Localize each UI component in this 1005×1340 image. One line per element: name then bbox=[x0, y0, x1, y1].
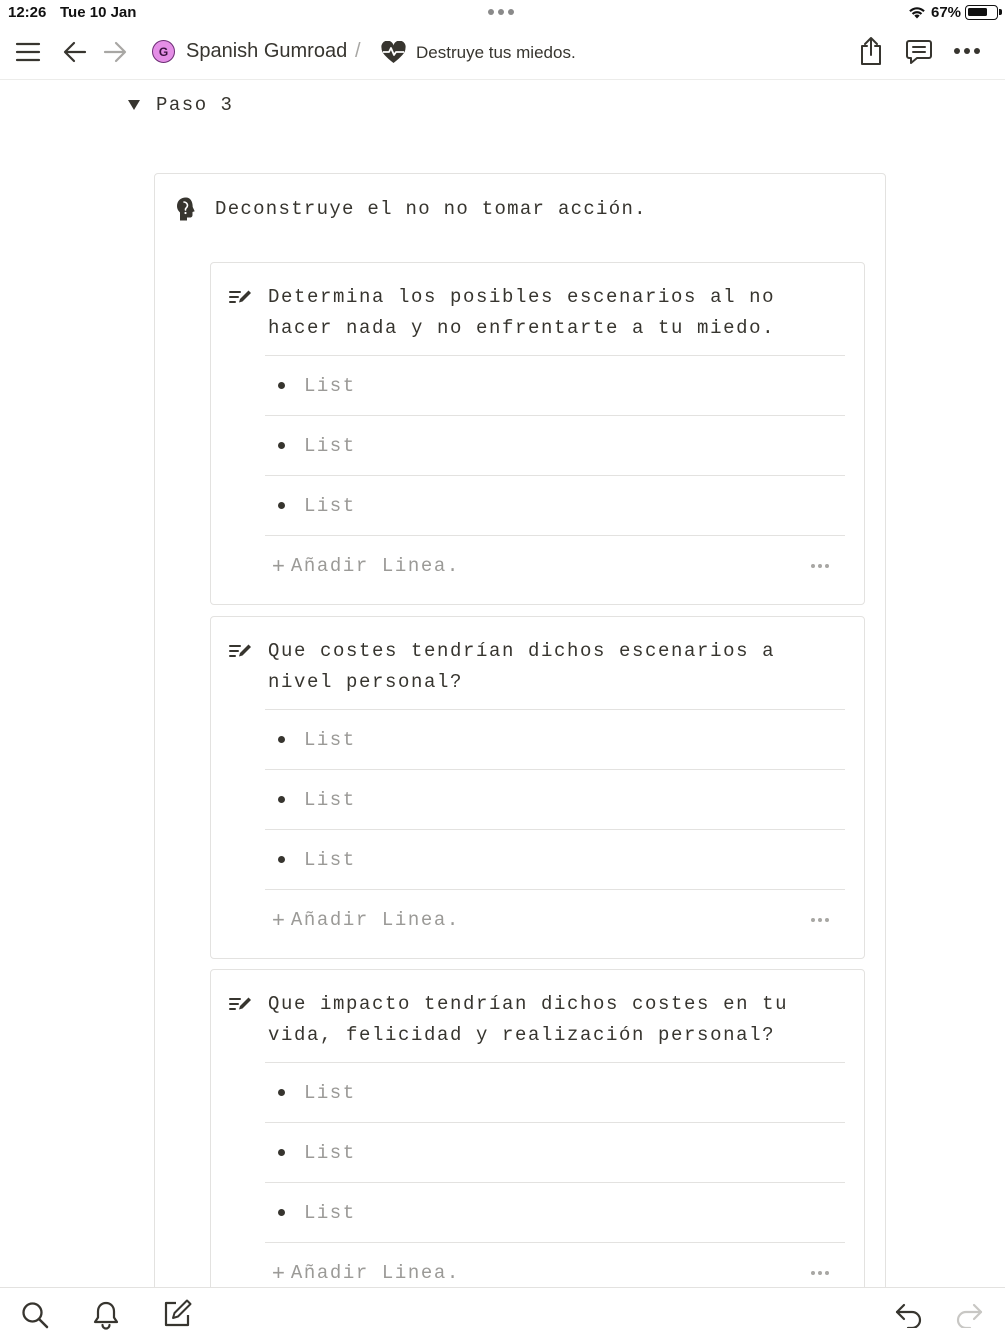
heart-pulse-icon bbox=[380, 41, 407, 65]
plus-icon: + bbox=[272, 906, 285, 932]
question-card bbox=[210, 616, 865, 959]
add-line-button[interactable] bbox=[265, 535, 845, 595]
notifications-bell-icon[interactable] bbox=[91, 1299, 121, 1331]
list-item-text: List bbox=[304, 1081, 356, 1104]
question-text bbox=[268, 989, 828, 1051]
list-item[interactable] bbox=[265, 829, 845, 889]
more-options-icon[interactable] bbox=[952, 44, 982, 58]
edit-notes-icon bbox=[229, 289, 253, 305]
toggle-triangle-icon[interactable] bbox=[128, 100, 140, 110]
bullet-icon bbox=[278, 856, 285, 863]
back-arrow-icon[interactable] bbox=[62, 40, 88, 64]
plus-icon: + bbox=[272, 552, 285, 578]
comments-icon[interactable] bbox=[904, 38, 934, 66]
wifi-icon bbox=[907, 4, 927, 20]
status-bar bbox=[0, 0, 1005, 26]
list-item[interactable] bbox=[265, 769, 845, 829]
question-line: nivel personal? bbox=[268, 671, 464, 693]
battery-percent: 67% bbox=[931, 4, 962, 21]
question-text bbox=[268, 636, 828, 698]
list-item-text: List bbox=[304, 434, 356, 457]
share-icon[interactable] bbox=[858, 36, 884, 66]
bullet-icon bbox=[278, 1209, 285, 1216]
top-navigation-bar bbox=[0, 26, 1005, 80]
new-page-compose-icon[interactable] bbox=[162, 1299, 192, 1329]
bullet-icon bbox=[278, 502, 285, 509]
bullet-icon bbox=[278, 1149, 285, 1156]
question-line: hacer nada y no enfrentarte a tu miedo. bbox=[268, 317, 776, 339]
redo-icon[interactable] bbox=[954, 1301, 984, 1329]
toggle-label: Paso 3 bbox=[156, 94, 234, 116]
breadcrumb-page[interactable]: Destruye tus miedos. bbox=[416, 43, 576, 62]
add-line-label: Añadir Linea. bbox=[290, 1261, 460, 1284]
row-more-icon[interactable] bbox=[811, 1271, 829, 1275]
list-item-text: List bbox=[304, 788, 356, 811]
breadcrumb-separator: / bbox=[355, 40, 361, 62]
battery-icon bbox=[965, 5, 998, 20]
list-item[interactable] bbox=[265, 709, 845, 769]
list-item[interactable] bbox=[265, 415, 845, 475]
bottom-toolbar bbox=[0, 1287, 1005, 1340]
head-profile-icon bbox=[175, 196, 197, 222]
forward-arrow-icon[interactable] bbox=[102, 40, 128, 64]
add-line-label: Añadir Linea. bbox=[290, 908, 460, 931]
status-date: Tue 10 Jan bbox=[60, 4, 137, 21]
bullet-icon bbox=[278, 796, 285, 803]
list-item-text: List bbox=[304, 1201, 356, 1224]
plus-icon: + bbox=[272, 1259, 285, 1285]
bullet-icon bbox=[278, 382, 285, 389]
question-card bbox=[210, 969, 865, 1329]
search-icon[interactable] bbox=[20, 1300, 50, 1330]
row-more-icon[interactable] bbox=[811, 918, 829, 922]
row-more-icon[interactable] bbox=[811, 564, 829, 568]
list-item[interactable] bbox=[265, 355, 845, 415]
edit-notes-icon bbox=[229, 643, 253, 659]
list-item[interactable] bbox=[265, 1182, 845, 1242]
list-item-text: List bbox=[304, 1141, 356, 1164]
list-item[interactable] bbox=[265, 1062, 845, 1122]
bullet-icon bbox=[278, 736, 285, 743]
edit-notes-icon bbox=[229, 996, 253, 1012]
bullet-icon bbox=[278, 1089, 285, 1096]
question-card bbox=[210, 262, 865, 605]
breadcrumb-workspace[interactable]: Spanish Gumroad bbox=[186, 40, 348, 62]
toggle-block[interactable] bbox=[128, 94, 233, 116]
menu-icon[interactable] bbox=[14, 40, 42, 64]
add-line-button[interactable] bbox=[265, 889, 845, 949]
list-item[interactable] bbox=[265, 1122, 845, 1182]
undo-icon[interactable] bbox=[894, 1301, 924, 1329]
question-line: Que costes tendrían dichos escenarios a bbox=[268, 640, 776, 662]
list-item-text: List bbox=[304, 494, 356, 517]
list-item-text: List bbox=[304, 848, 356, 871]
question-line: vida, felicidad y realización personal? bbox=[268, 1024, 776, 1046]
bullet-icon bbox=[278, 442, 285, 449]
question-text bbox=[268, 282, 828, 344]
list-item-text: List bbox=[304, 728, 356, 751]
add-line-label: Añadir Linea. bbox=[290, 554, 460, 577]
status-time: 12:26 bbox=[8, 4, 47, 21]
list-item-text: List bbox=[304, 374, 356, 397]
question-line: Determina los posibles escenarios al no bbox=[268, 286, 776, 308]
list-item[interactable] bbox=[265, 475, 845, 535]
workspace-avatar[interactable]: G bbox=[152, 40, 175, 63]
callout-block bbox=[154, 173, 886, 1313]
question-line: Que impacto tendrían dichos costes en tu bbox=[268, 993, 789, 1015]
multitasking-dots-icon[interactable] bbox=[488, 9, 514, 15]
callout-heading: Deconstruye el no no tomar acción. bbox=[215, 198, 647, 220]
